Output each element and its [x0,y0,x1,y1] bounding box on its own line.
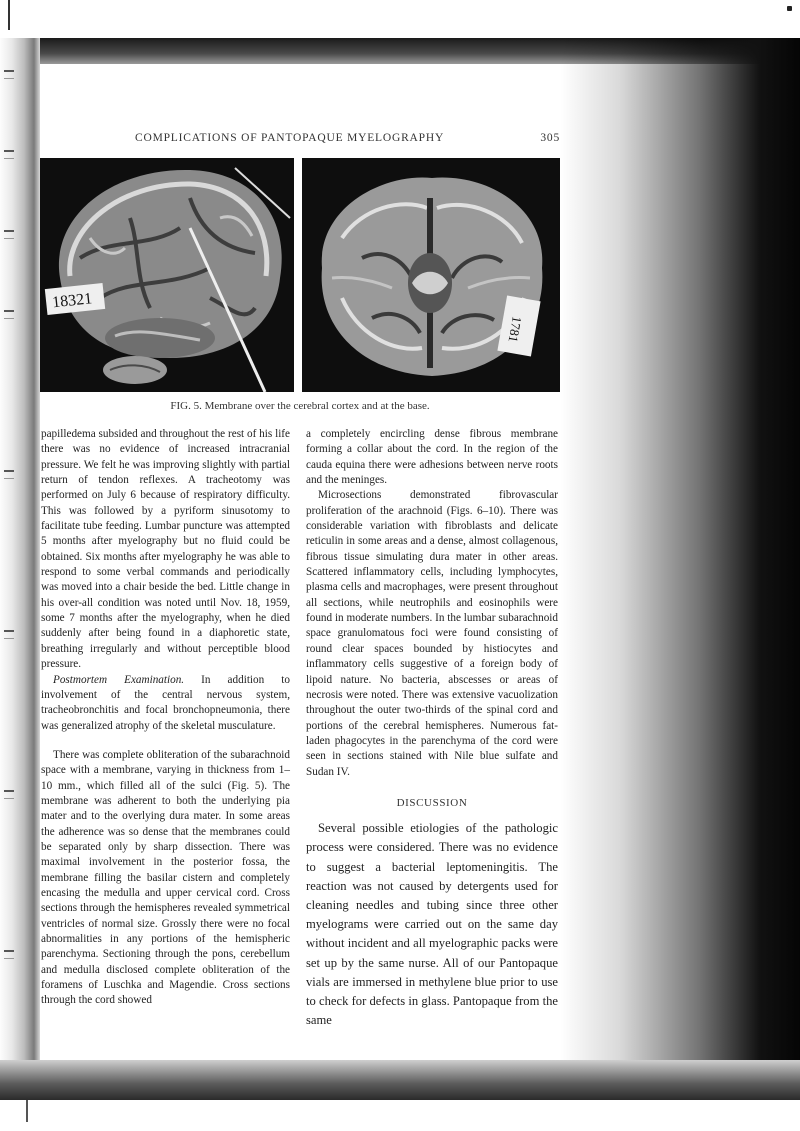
paragraph-body: In addition to involvement of the central nervous system, tracheobronchitis and focal bronchopneumonia, there was generalized atrophy of the skeletal musculature. [41,673,290,732]
binding-staple [4,230,14,239]
page-number: 305 [540,132,560,144]
paragraph: papilledema subsided and throughout the rest of his life there was no evidence of increased intracranial pressure. We felt he was improving slightly with partial return of tendon reflexes. A tracheotomy was performed on July 6 because of respiratory difficulty. This was followed by a pyriform sinusotomy to facilitate tube feeding. Lumbar puncture was attempted 5 months after myelography but no fluid could be obtained. Six months after myelography he was able to respond to some verbal commands and periodically was moved into a chair beside the bed. Little change in his over-all condition was noted until Nov. 18, 1959, some 7 months after the myelography, when he died suddenly after being found in a diaphoretic state, breathing irregularly and without perceptible blood pressure. [41,428,290,671]
running-head: COMPLICATIONS OF PANTOPAQUE MYELOGRAPHY [135,132,445,144]
left-column [41,427,290,1009]
brain-base-illustration [302,158,560,392]
binding-staple [4,790,14,799]
binding-staple [4,70,14,79]
scan-bottom-shadow [0,1060,800,1100]
margin-mark [8,0,10,30]
brain-lateral-illustration [40,158,294,392]
right-column [306,427,558,1030]
scan-right-shadow [560,38,800,1098]
paragraph [41,673,290,734]
binding-staple [4,150,14,159]
paragraph: Microsections demonstrated fibrovascular proliferation of the arachnoid (Figs. 6–10). There was considerable variation with fibroblasts and delicate reticulin in some areas and a dense, almost collagenous, fibrous tissue simulating dura mater in other areas. Scattered inflammatory cells, including lymphocytes, plasma cells and macrophages, were present throughout all sections, while neutrophils and eosinophils were found in moderate numbers. In the lumbar subarachnoid space granulomatous foci were found consisting of round clear spaces bounded by histiocytes and inflammatory cells suggestive of a foreign body of lipoid nature. No bacteria, abscesses or areas of necrosis were noted. There was extensive vacuolization throughout the outer two-thirds of the spinal cord and portions of the cerebral hemispheres. Numerous fat-laden phagocytes in the parenchyma of the cord were seen in sections stained with Nile blue sulfate and Sudan IV. [306,489,558,778]
binding-staple [4,630,14,639]
paragraph: a completely encircling dense fibrous membrane forming a collar about the cord. In the region of the cauda equina there were adhesions between nerve roots and the meninges. [306,428,558,487]
specimen-label-left: 18321 [51,290,93,312]
scan-top-margin [0,0,800,38]
brain-photo-lateral [40,158,294,392]
binding-staple [4,470,14,479]
page-header [40,132,560,150]
brain-photo-base [302,158,560,392]
margin-mark [26,1100,28,1122]
figure-caption: FIG. 5. Membrane over the cerebral cortex and at the base. [170,400,430,412]
paragraph: There was complete obliteration of the subarachnoid space with a membrane, varying in thickness from 1–10 mm., which filled all of the sulci (Fig. 5). The membrane was adherent to both the underlying pia mater and to the overlying dura mater. In some areas the adherence was so dense that the membranes could be separated only by sharp dissection. There was maximal involvement in the posterior fossa, the membrane filling the basilar cistern and completely encasing the medulla and upper cervical cord. Cross sections through the hemispheres revealed symmetrical ventricles of normal size. Grossly there were no focal abnormalities in any portions of the hemispheric parenchyma. Sectioning through the pons, cerebellum and medulla disclosed complete obliteration of the foramens of Luschka and Magendie. Cross sections through the cord showed [41,748,290,1007]
paragraph: Several possible etiologies of the pathologic process were considered. There was no evidence to suggest a bacterial leptomeningitis. The reaction was not caused by detergents used for cleaning needles and tubing since three other myelograms were carried out on the same day without incident and all myelographic packs were set up by the same nurse. All of our Pantopaque vials are immersed in methylene blue prior to use to check for defects in glass. Pantopaque from the same [306,821,558,1028]
corner-dot [787,6,792,11]
figure-5 [40,158,560,392]
scan-bottom-margin [0,1100,800,1131]
binding-staple [4,310,14,319]
binding-edge [0,38,40,1098]
specimen-label-right: 1781 [505,315,525,344]
inline-heading: Postmortem Examination. [53,673,185,686]
section-heading: DISCUSSION [396,796,468,809]
binding-staple [4,950,14,959]
